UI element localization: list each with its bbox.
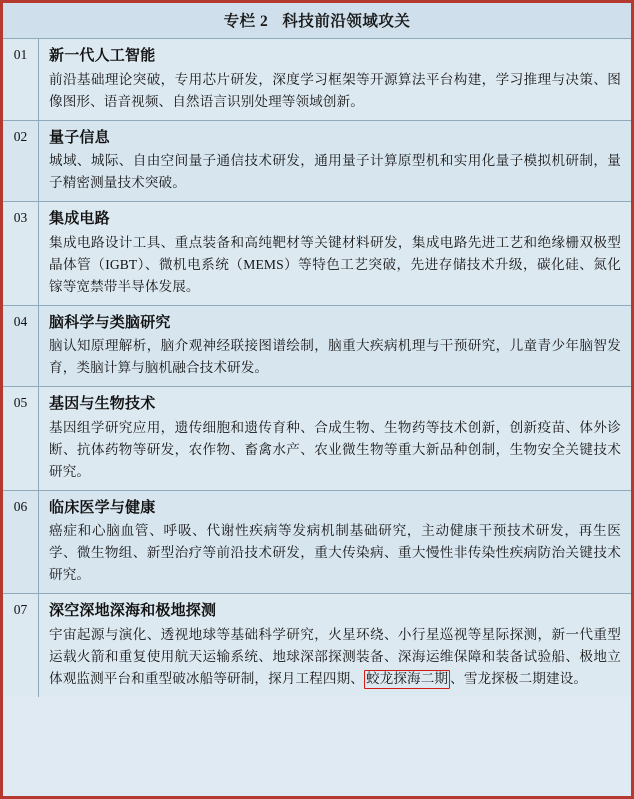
table-title-text: 科技前沿领域攻关 [282,13,411,30]
row-body: 前沿基础理论突破，专用芯片研发，深度学习框架等开源算法平台构建，学习推理与决策、图像图形、语音视频、自然语言识别处理等领域创新。 [49,71,621,109]
table-row [3,121,631,203]
row-content [39,491,631,594]
feature-column-table [3,3,631,796]
row-heading: 新一代人工智能 [49,48,156,64]
row-number: 05 [3,387,39,490]
row-content [39,39,631,120]
row-heading: 临床医学与健康 [49,499,156,516]
row-heading: 量子信息 [49,129,110,146]
row-content [39,594,631,697]
row-content [39,121,631,202]
row-content [39,387,631,490]
row-heading: 深空深地深海和极地探测 [49,603,217,620]
table-title-label: 专栏 2 [223,13,269,30]
row-body: 脑认知原理解析，脑介观神经联接图谱绘制，脑重大疾病机理与干预研究，儿童青少年脑智发育，类脑计算与脑机融合技术研发。 [49,338,621,376]
row-number: 02 [3,121,39,202]
row-body: 集成电路设计工具、重点装备和高纯靶材等关键材料研发，集成电路先进工艺和绝缘栅双极型晶体管（IGBT）、微机电系统（MEMS）等特色工艺突破，先进存储技术升级，碳化硅、氮化镓等宽禁带半导体发展。 [49,234,621,294]
table-title [3,3,631,39]
row-body-part2: 、雪龙探极二期建设。 [450,670,588,686]
row-heading: 脑科学与类脑研究 [49,314,171,331]
table-row [3,491,631,595]
row-content [39,202,631,305]
row-heading: 集成电路 [49,211,110,228]
highlighted-term: 蛟龙探海二期 [364,670,450,689]
table-row [3,39,631,121]
table-row [3,202,631,306]
row-number: 03 [3,202,39,305]
row-number: 04 [3,306,39,387]
row-number: 06 [3,491,39,594]
table-row [3,594,631,697]
row-body: 基因组学研究应用，遗传细胞和遗传育种、合成生物、生物药等技术创新，创新疫苗、体外诊断、抗体药物等研发，农作物、畜禽水产、农业微生物等重大新品种创制，生物安全关键技术研究。 [49,419,621,479]
row-body [49,624,621,690]
row-body-part1: 宇宙起源与演化、透视地球等基础科学研究，火星环绕、小行星巡视等星际探测，新一代重型运载火箭和重复使用航天运输系统、地球深部探测装备、深海运维保障和装备试验船、极地立体观监测平台和重型破冰船等研制，探月工程四期、 [49,626,621,686]
row-body: 城域、城际、自由空间量子通信技术研发，通用量子计算原型机和实用化量子模拟机研制，量子精密测量技术突破。 [49,153,621,191]
table-row [3,306,631,388]
row-number: 01 [3,39,39,120]
row-number: 07 [3,594,39,697]
row-content [39,306,631,387]
table-row [3,387,631,491]
row-body: 癌症和心脑血管、呼吸、代谢性疾病等发病机制基础研究，主动健康干预技术研发，再生医学、微生物组、新型治疗等前沿技术研发，重大传染病、重大慢性非传染性疾病防治关键技术研究。 [49,523,621,583]
row-heading: 基因与生物技术 [49,396,156,413]
